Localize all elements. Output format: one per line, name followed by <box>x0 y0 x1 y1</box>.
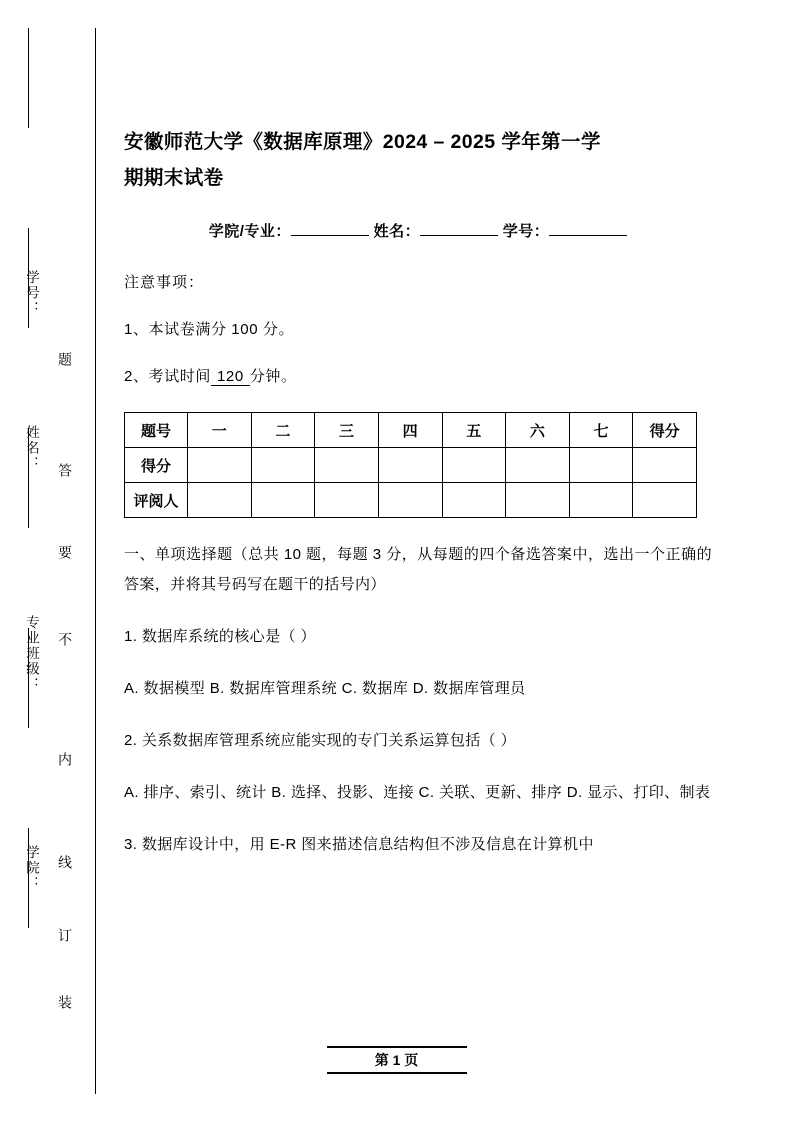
margin-label-student-id: 学号： <box>24 270 39 317</box>
score-cell-1-5[interactable] <box>506 448 570 483</box>
score-cell-0-6: 七 <box>569 413 633 448</box>
label-college-major: 学院/专业： <box>208 223 291 240</box>
margin-dashed-guide <box>28 28 29 1094</box>
score-cell-1-3[interactable] <box>378 448 442 483</box>
score-cell-1-6[interactable] <box>569 448 633 483</box>
field-college-major[interactable] <box>291 235 369 236</box>
field-student-id[interactable] <box>549 235 627 236</box>
margin-char-4: 不 <box>57 632 73 650</box>
score-cell-0-2: 三 <box>315 413 379 448</box>
score-cell-0-7: 得分 <box>633 413 697 448</box>
notes-item-2 <box>124 365 712 386</box>
exam-paper-body <box>124 0 712 860</box>
question-2-stem: 2. 关系数据库管理系统应能实现的专门关系运算包括（ ） <box>124 732 517 749</box>
score-cell-2-5[interactable] <box>506 483 570 518</box>
margin-char-2: 答 <box>57 463 73 481</box>
score-cell-2-7[interactable] <box>633 483 697 518</box>
table-row <box>125 448 697 483</box>
label-student-id: 学号： <box>502 223 550 240</box>
score-cell-2-1[interactable] <box>251 483 315 518</box>
margin-label-class: 专业班级： <box>24 615 39 693</box>
exam-duration-value: 120 <box>211 368 250 386</box>
page-title <box>124 124 712 196</box>
page-number: 第 1 页 <box>327 1046 467 1074</box>
margin-label-college: 学院： <box>24 845 39 892</box>
score-cell-1-7[interactable] <box>633 448 697 483</box>
table-row <box>125 413 697 448</box>
student-info-line <box>124 220 712 241</box>
margin-char-5: 内 <box>57 752 73 770</box>
question-1-stem: 1. 数据库系统的核心是（ ） <box>124 628 316 645</box>
score-cell-1-2[interactable] <box>315 448 379 483</box>
score-cell-2-2[interactable] <box>315 483 379 518</box>
score-cell-1-4[interactable] <box>442 448 506 483</box>
notes-item-2-prefix: 2、考试时间 <box>124 368 211 385</box>
question-1-options: A. 数据模型 B. 数据库管理系统 C. 数据库 D. 数据库管理员 <box>124 680 526 697</box>
table-row <box>125 483 697 518</box>
score-cell-1-0[interactable] <box>188 448 252 483</box>
label-name: 姓名： <box>373 223 421 240</box>
score-cell-0-4: 五 <box>442 413 506 448</box>
margin-char-1: 题 <box>57 352 73 370</box>
question-3-stem: 3. 数据库设计中，用 E-R 图来描述信息结构但不涉及信息在计算机中 <box>124 836 594 853</box>
margin-char-7: 订 <box>57 928 73 946</box>
score-cell-2-0[interactable] <box>188 483 252 518</box>
notes-item-2-suffix: 分钟。 <box>249 368 297 385</box>
score-cell-2-6[interactable] <box>569 483 633 518</box>
score-cell-0-5: 六 <box>506 413 570 448</box>
score-table <box>124 412 697 518</box>
margin-char-6: 线 <box>57 855 73 873</box>
score-cell-0-1: 二 <box>251 413 315 448</box>
score-cell-2-4[interactable] <box>442 483 506 518</box>
score-row-label-2: 评阅人 <box>125 483 188 518</box>
binding-margin <box>0 0 96 1122</box>
score-cell-0-3: 四 <box>378 413 442 448</box>
margin-label-name: 姓名： <box>24 425 39 472</box>
score-cell-1-1[interactable] <box>251 448 315 483</box>
page-title-line1: 安徽师范大学《数据库原理》2024 – 2025 学年第一学 <box>124 131 601 153</box>
margin-vertical-rule <box>95 28 96 1094</box>
score-cell-2-3[interactable] <box>378 483 442 518</box>
page-footer <box>0 1046 793 1074</box>
field-name[interactable] <box>420 235 498 236</box>
section-1-intro: 一、单项选择题（总共 10 题，每题 3 分，从每题的四个备选答案中，选出一个正确的答案，并将其号码写在题干的括号内） <box>124 546 712 593</box>
margin-char-3: 要 <box>57 545 73 563</box>
score-cell-0-0: 一 <box>188 413 252 448</box>
score-row-label-1: 得分 <box>125 448 188 483</box>
question-2-options: A. 排序、索引、统计 B. 选择、投影、连接 C. 关联、更新、排序 D. 显示、打印、制表 <box>124 784 711 801</box>
page-title-line2: 期期末试卷 <box>124 167 224 189</box>
margin-char-8: 装 <box>57 995 73 1013</box>
notes-item-1: 1、本试卷满分 100 分。 <box>124 321 295 338</box>
score-row-label-0: 题号 <box>125 413 188 448</box>
notes-heading: 注意事项： <box>124 274 205 291</box>
